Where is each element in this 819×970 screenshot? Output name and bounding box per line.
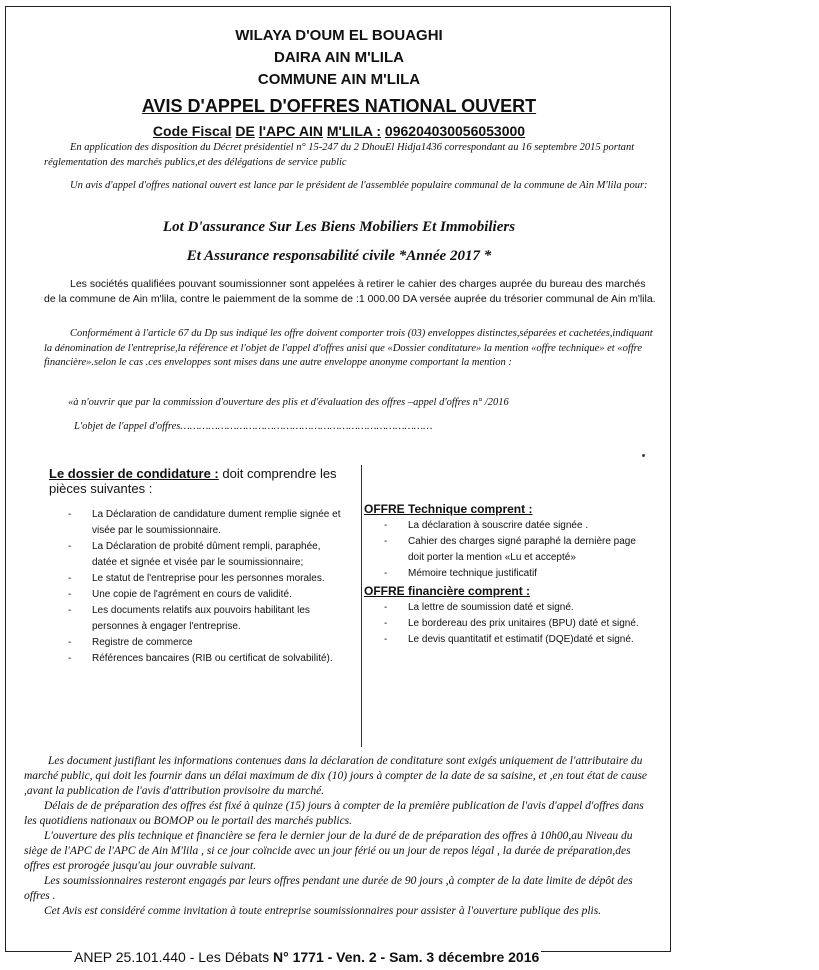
fiscal-code-line: [6, 123, 672, 139]
column-divider: [361, 465, 362, 747]
lot-title-1: Lot D'assurance Sur Les Biens Mobiliers Et Immobiliers: [162, 219, 516, 235]
fiscal-number: 096204030056053000: [384, 123, 526, 139]
notice-title: AVIS D'APPEL D'OFFRES NATIONAL OUVERT: [141, 96, 537, 116]
speck-mark: [642, 454, 645, 457]
societes-paragraph: Les sociétés qualifiées pouvant soumissionner sont appelées à retirer le cahier des charges auprée du bureau des marchés de la commune de Ain m'lila, contre le paiemment de la somme de :1 000.00 DA versée auprée du trésorier communal de Ain m'lila.: [44, 278, 656, 305]
list-item: - Une copie de l'agrément en cours de validité.: [68, 589, 292, 600]
avis-paragraph: Un avis d'appel d'offres national ouvert est lance par le président de l'assemblée populaire communal de la commune de Ain M'lila pour:: [70, 180, 648, 191]
objet-line: L'objet de l'appel d'offres………………………………………………………………………: [74, 421, 433, 432]
lot-title-2: Et Assurance responsabilité civile *Année 2017 *: [186, 248, 492, 264]
list-item: - Le statut de l'entreprise pour les personnes morales.: [68, 573, 325, 584]
list-item: - La Déclaration de probité dûment rempli, paraphée, datée et signée et visée par le soumissionnaire;: [68, 541, 321, 568]
list-item: - Cahier des charges signé paraphé la dernière page doit porter la mention «Lu et accepté»: [384, 536, 636, 563]
list-item: - La déclaration à souscrire datée signée .: [384, 520, 589, 531]
bottom-paragraph-2: Délais de de préparation des offres ést fixé à quinze (15) jours à compter de la première publication de l'avis d'appel d'offres dans les quotidiens nationaux ou BOMOP ou le portail des marchés publics.: [24, 800, 644, 827]
offre-financiere-list: [382, 600, 654, 648]
list-item: - Références bancaires (RIB ou certificat de solvabilité).: [68, 653, 333, 664]
fiscal-label-a: Code Fiscal: [152, 123, 232, 139]
notice-frame: [5, 6, 671, 952]
bottom-paragraph-1: Les document justifiant les informations contenues dans la déclaration de conditature sont exigés uniquement de l'attributaire du marché public, qui doit les fournir dans un délai maximum de dix (10) jours à compter de la date de sa saisine, et ,en tout état de cause ,avant la publication de l'avis d'attribution provisoire du marché.: [24, 755, 648, 797]
bottom-paragraph-5: Cet Avis est considéré comme invitation à toute entreprise soumissionnaires pour assister à l'ouverture publique des plis.: [44, 905, 602, 917]
offre-technique-list: [382, 518, 654, 582]
dossier-title-rest: doit comprendre les pièces suivantes :: [49, 466, 337, 496]
fiscal-label-d: M'LILA :: [326, 123, 382, 139]
conformement-paragraph: Conformément à l'article 67 du Dp sus indiqué les offre doivent comporter trois (03) enveloppes distinctes,séparées et cachetées,indiquant la dénomination de l'entreprise,la référence et l'objet de l'appel d'offres anisi que «Dossier conditature» la mention «offre technique» et «offre financière».selon le cas .ces enveloppes sont mises dans une autre enveloppe anonyme comportant la mention :: [44, 328, 653, 368]
fiscal-label-c: l'APC AIN: [258, 123, 323, 139]
bottom-text: [24, 754, 652, 919]
list-item: - Le devis quantitatif et estimatif (DQE)daté et signé.: [384, 634, 634, 645]
offre-financiere-title: OFFRE financière comprent :: [364, 584, 531, 598]
bottom-paragraph-3: L'ouverture des plis technique et financière se fera le dernier jour de la duré de de préparation des offres à 10h00,au Niveau du siège de l'APC de l'APC de Ain M'lila , si ce jour coïncide avec un jour férié ou un jour de repos légal , la durée de préparation,des offres est prorogée jusqu'au jour ouvrable suivant.: [24, 830, 633, 872]
list-item: - Le bordereau des prix unitaires (BPU) daté et signé.: [384, 618, 639, 629]
list-item: - La lettre de soumission daté et signé.: [384, 602, 574, 613]
offre-technique-title: OFFRE Technique comprent :: [364, 502, 533, 516]
footer-agency: ANEP 25.101.440 - Les Débats: [74, 949, 270, 965]
list-item: - Les documents relatifs aux pouvoirs habilitant les personnes à engager l'entreprise.: [68, 605, 310, 632]
wilaya-heading: WILAYA D'OUM EL BOUAGHI: [235, 27, 443, 44]
list-item: - La Déclaration de candidature dument remplie signée et visée par le soumissionnaire.: [68, 509, 341, 536]
dossier-title: [49, 466, 349, 496]
fiscal-label-b: DE: [235, 123, 255, 139]
daira-heading: DAIRA AIN M'LILA: [274, 49, 404, 66]
list-item: - Registre de commerce: [68, 637, 193, 648]
dossier-title-label: Le dossier de condidature :: [49, 466, 219, 481]
dossier-list: [66, 507, 342, 667]
application-paragraph: En application des disposition du Décret présidentiel n° 15-247 du 2 DhouEl Hidja1436 correspondant au 16 septembre 2015 portant réglementation des marchés publics,et des délégations de service public: [44, 142, 635, 168]
footer-issue: N° 1771 - Ven. 2 - Sam. 3 décembre 2016: [272, 949, 540, 965]
mention-paragraph: «à n'ouvrir que par la commission d'ouverture des plis et d'évaluation des offres –appel d'offres n° /2016: [68, 397, 509, 408]
list-item: - Mémoire technique justificatif: [384, 568, 537, 579]
bottom-paragraph-4: Les soumissionnaires resteront engagés par leurs offres pendant une durée de 90 jours ,à compter de la date limite de dépôt des offres .: [24, 875, 633, 902]
commune-heading: COMMUNE AIN M'LILA: [257, 71, 421, 88]
publication-footer: [72, 949, 541, 965]
